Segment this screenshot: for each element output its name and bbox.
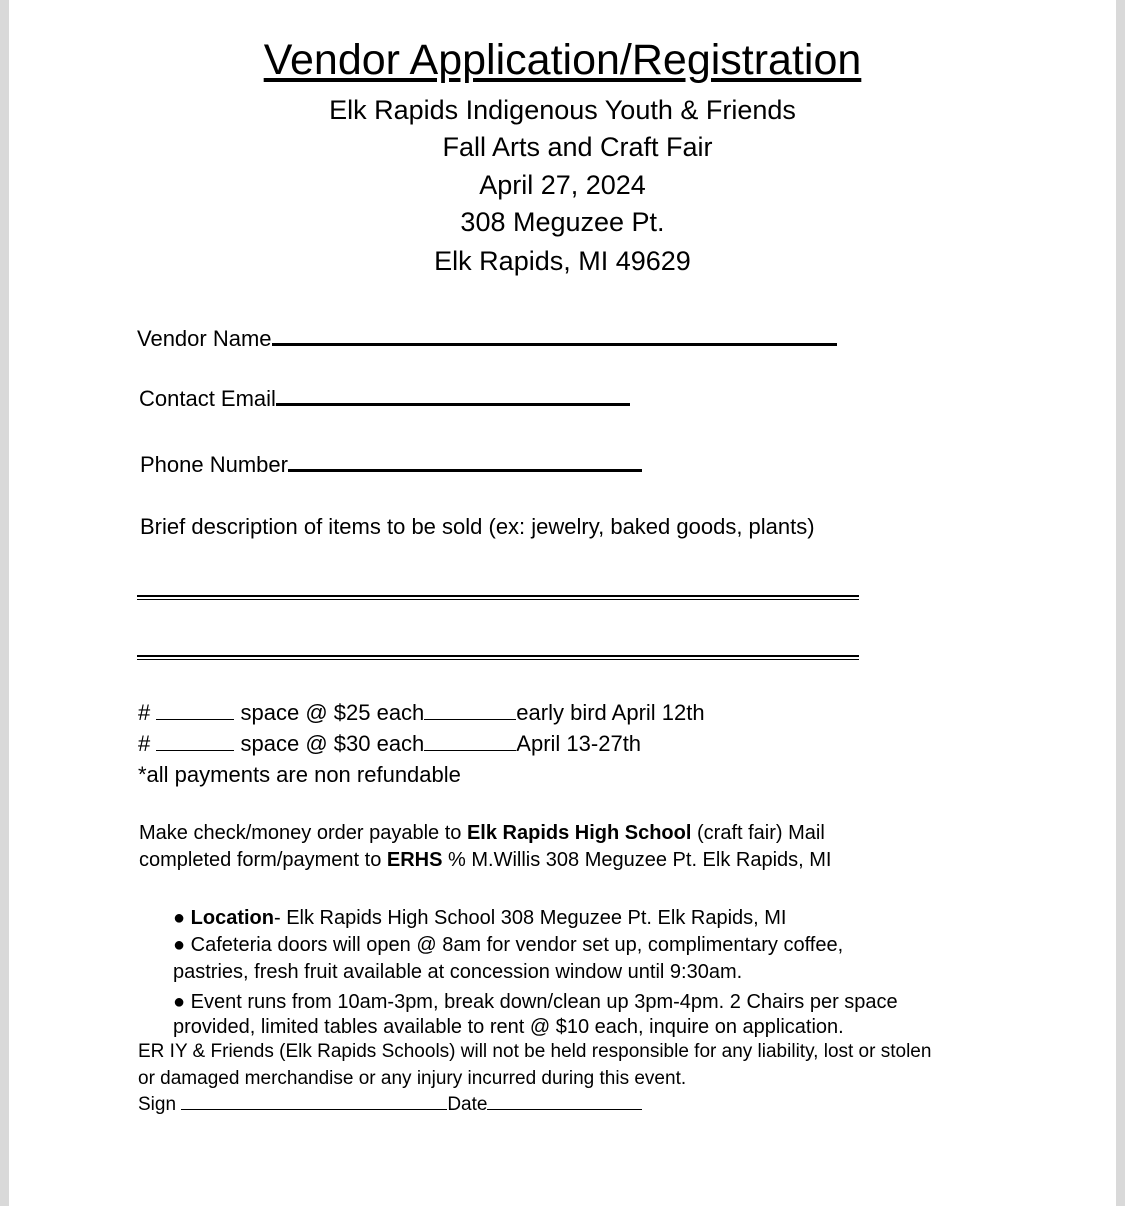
cafeteria-text: Cafeteria doors will open @ 8am for vendor set up, complimentary coffee,	[190, 934, 844, 956]
payee-name: Elk Rapids High School	[466, 822, 692, 844]
bullet-icon: ●	[173, 907, 186, 929]
event-hours-text: Event runs from 10am-3pm, break down/clean up 3pm-4pm. 2 Chairs per space	[190, 991, 898, 1013]
event-name: Fall Arts and Craft Fair	[442, 132, 713, 162]
vendor-name-label: Vendor Name	[137, 326, 272, 351]
event-city: Elk Rapids, MI 49629	[434, 246, 691, 276]
phone-number-field[interactable]	[140, 452, 642, 478]
date-line[interactable]	[487, 1109, 642, 1110]
document-page	[9, 0, 1116, 1206]
vendor-name-field[interactable]	[137, 326, 837, 352]
bullet-cafeteria	[173, 932, 843, 959]
space-price: space @ $30 each	[240, 731, 425, 756]
payment-text: (craft fair) Mail	[691, 822, 825, 844]
cafeteria-text-line-2: pastries, fresh fruit available at concession window until 9:30am.	[173, 961, 743, 983]
page-title: Vendor Application/Registration	[263, 36, 862, 84]
event-date: April 27, 2024	[479, 170, 646, 200]
payment-instructions-line-2	[139, 847, 831, 874]
vendor-name-line[interactable]	[272, 335, 837, 346]
contact-email-line[interactable]	[276, 395, 630, 406]
payment-text: % M.Willis 308 Meguzee Pt. Elk Rapids, MI	[442, 849, 832, 871]
description-label: Brief description of items to be sold (ex: jewelry, baked goods, plants)	[140, 514, 815, 539]
location-text: - Elk Rapids High School 308 Meguzee Pt. Elk Rapids, MI	[274, 907, 787, 929]
space-row-early	[138, 700, 705, 726]
space-row-regular	[138, 731, 641, 757]
event-address: 308 Meguzee Pt.	[460, 207, 665, 237]
bullet-icon: ●	[173, 934, 186, 956]
bullet-event-hours	[173, 989, 898, 1016]
organization-name: Elk Rapids Indigenous Youth & Friends	[329, 95, 796, 125]
liability-line-2: or damaged merchandise or any injury incurred during this event.	[138, 1068, 687, 1089]
event-hours-text-line-2: provided, limited tables available to rent @ $10 each, inquire on application.	[173, 1016, 844, 1038]
date-label: Date	[447, 1094, 488, 1115]
space-hash: #	[138, 700, 151, 725]
phone-number-label: Phone Number	[140, 452, 288, 477]
refund-note: *all payments are non refundable	[138, 762, 461, 787]
payee-abbrev: ERHS	[386, 849, 443, 871]
contact-email-label: Contact Email	[139, 386, 276, 411]
sign-label: Sign	[138, 1094, 182, 1115]
payment-instructions-line-1	[139, 820, 825, 847]
payment-text: completed form/payment to	[139, 849, 387, 871]
phone-number-line[interactable]	[288, 461, 642, 472]
space-period: April 13-27th	[516, 731, 642, 756]
contact-email-field[interactable]	[139, 386, 630, 412]
bullet-location	[173, 905, 786, 932]
space-period: early bird April 12th	[516, 700, 705, 725]
signature-row	[138, 1091, 642, 1118]
location-label: Location	[190, 907, 274, 929]
description-line-1[interactable]	[137, 595, 859, 600]
space-price: space @ $25 each	[240, 700, 425, 725]
space-hash: #	[138, 731, 151, 756]
signature-line[interactable]	[181, 1109, 447, 1110]
description-line-2[interactable]	[137, 655, 859, 660]
space-amount-line[interactable]	[424, 750, 516, 751]
space-quantity-line[interactable]	[156, 719, 234, 720]
bullet-icon: ●	[173, 991, 186, 1013]
payment-text: Make check/money order payable to	[139, 822, 467, 844]
space-quantity-line[interactable]	[156, 750, 234, 751]
liability-line-1: ER IY & Friends (Elk Rapids Schools) will not be held responsible for any liability, lost or stolen	[138, 1041, 932, 1062]
space-amount-line[interactable]	[424, 719, 516, 720]
